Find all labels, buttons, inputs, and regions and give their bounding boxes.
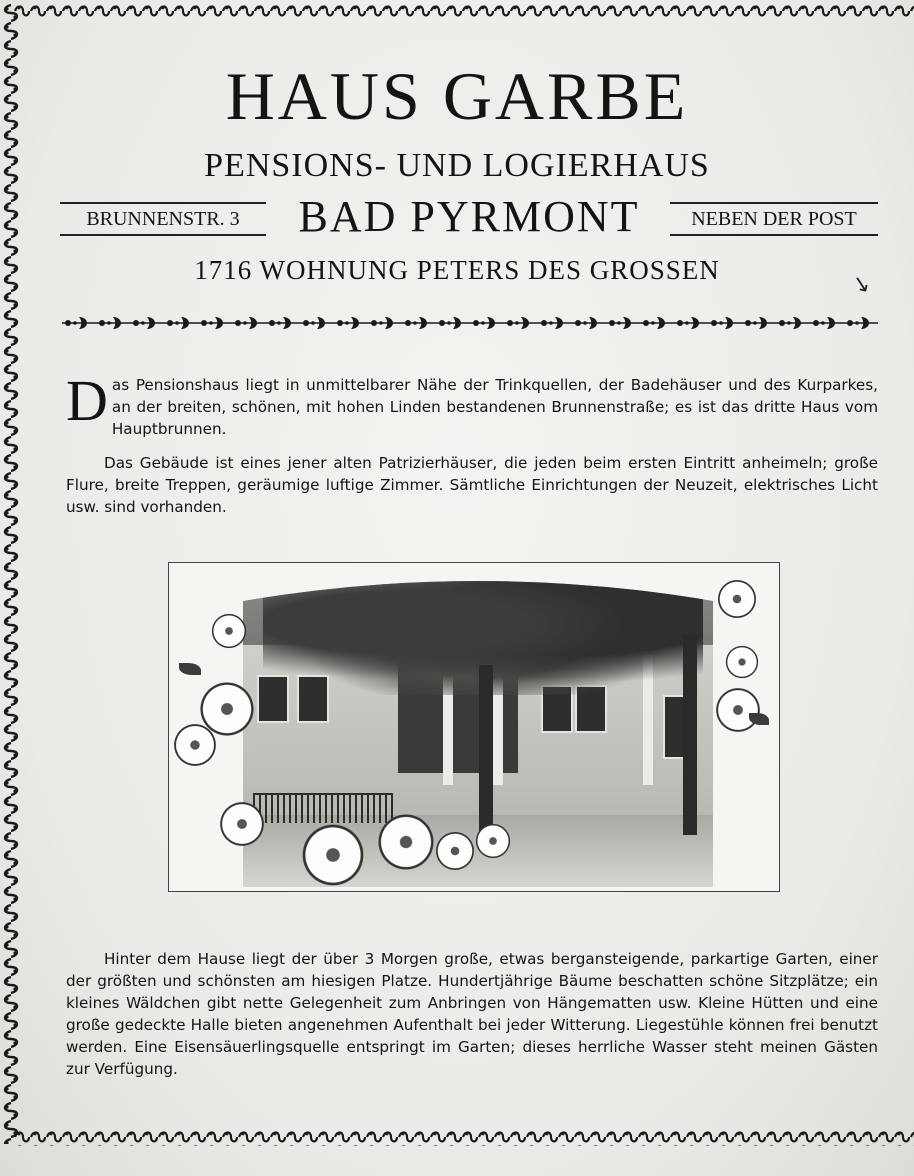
tree-trunk	[683, 635, 697, 835]
top-scroll-border	[14, 4, 914, 18]
flower-icon	[475, 823, 511, 859]
drop-cap: D	[66, 368, 108, 433]
pencil-mark-icon: ↘	[849, 270, 873, 299]
flower-icon	[717, 579, 757, 619]
page-subtitle: PENSIONS- UND LOGIERHAUS	[204, 147, 710, 184]
address-row	[60, 194, 878, 240]
history-line: 1716 WOHNUNG PETERS DES GROSSEN	[194, 255, 720, 285]
flower-icon	[715, 687, 761, 733]
flower-icon	[435, 831, 475, 871]
page-title: HAUS GARBE	[225, 58, 689, 134]
intro-paragraph	[66, 368, 878, 440]
floral-chain-ornament-icon	[62, 314, 878, 332]
leaf	[179, 663, 201, 675]
location-note: NEBEN DER POST	[670, 202, 878, 236]
flower-icon	[219, 801, 265, 847]
flower-icon	[211, 613, 247, 649]
garden-paragraph: Hinter dem Hause liegt der über 3 Morgen große, etwas bergansteigende, parkartige Garten, einer der größten und schönsten am hiesigen Platze. Hundertjährige Bäume beschatten schöne Sitzplätze; ein kleines Wäldchen gibt nette Gelegenheit zum Anbringen von Hängematten usw. Kleine Hütten und eine große gedeckte Halle bieten angenehmen Aufenthalt bei jeder Witterung. Liegestühle können frei benutzt werden. Eine Eisensäuerlingsquelle entspringt im Garten; dieses herrliche Wasser steht meinen Gästen zur Verfügung.	[66, 950, 878, 1078]
town-name: BAD PYRMONT	[298, 192, 640, 241]
bottom-scroll-border	[14, 1130, 914, 1146]
street-address: BRUNNENSTR. 3	[60, 202, 266, 236]
flower-icon	[725, 645, 759, 679]
house-illustration	[168, 562, 780, 892]
tree-trunk	[479, 665, 493, 845]
flower-icon	[301, 823, 365, 887]
building-paragraph: Das Gebäude ist eines jener alten Patrizierhäuser, die jeden beim ersten Eintritt anheimeln; große Flure, breite Treppen, geräumige luftige Zimmer. Sämtliche Einrichtungen der Neuzeit, elektrisches Licht usw. sind vorhanden.	[66, 454, 878, 516]
flower-icon	[173, 723, 217, 767]
flower-icon	[377, 813, 435, 871]
intro-text: as Pensionshaus liegt in unmittelbarer Nähe der Trinkquellen, der Badehäuser und des Kurparkes, an der breiten, schönen, mit hohen Linden bestandenen Brunnenstraße; es ist das dritte Haus vom Hauptbrunnen.	[111, 376, 878, 438]
fence	[253, 793, 393, 823]
